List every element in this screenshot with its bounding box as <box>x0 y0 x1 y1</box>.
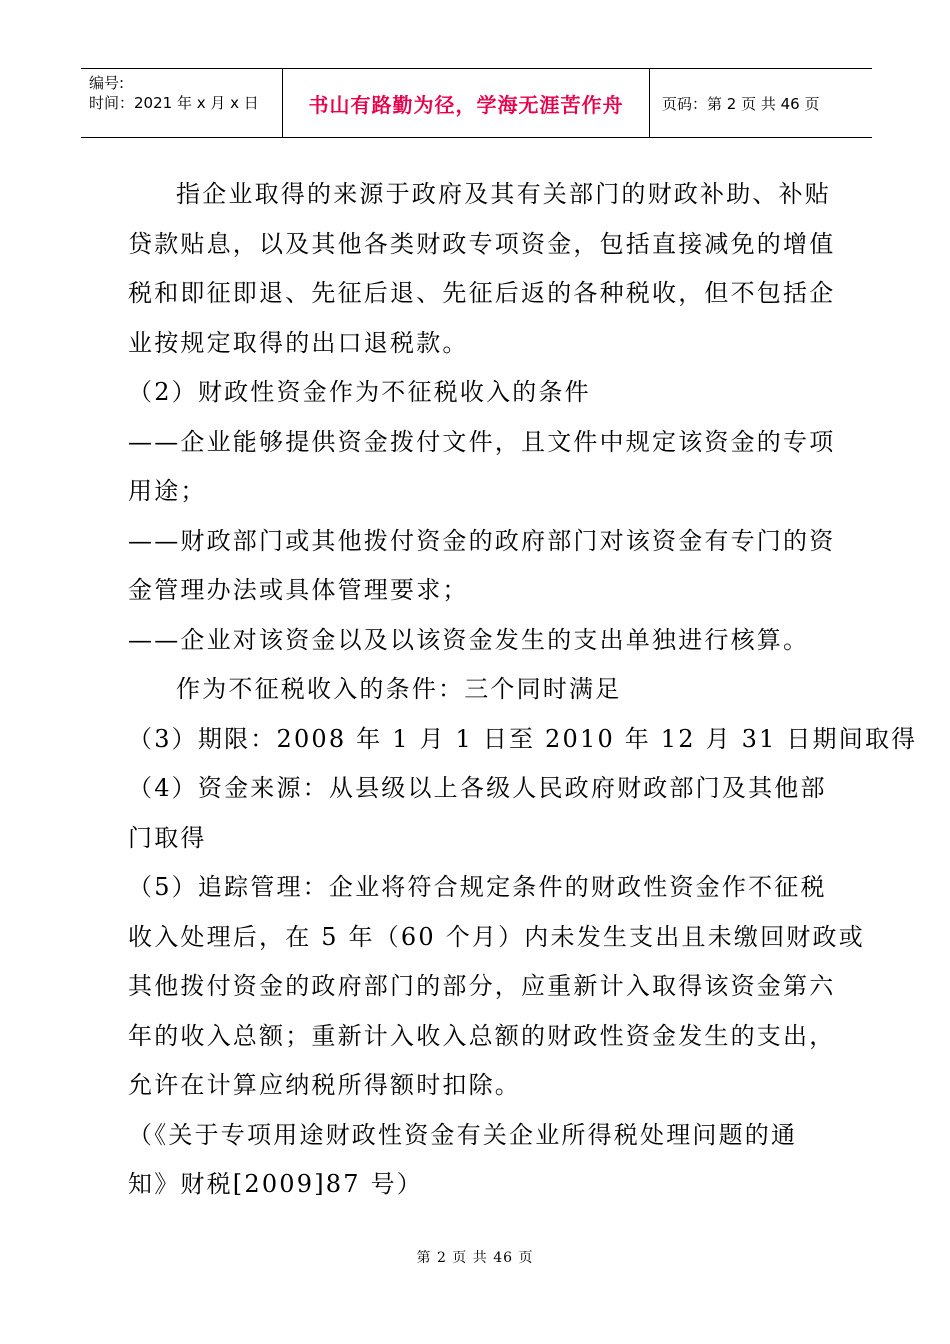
body-line: 贷款贴息，以及其他各类财政专项资金，包括直接减免的增值 <box>128 229 836 258</box>
body-line: 知》财税[2009]87 号） <box>128 1170 423 1198</box>
body-line: （4）资金来源：从县级以上各级人民政府财政部门及其他部 <box>128 774 827 802</box>
body-line: （3）期限：2008 年 1 月 1 日至 2010 年 12 月 31 日期间取得 <box>128 724 918 753</box>
body-line: ——财政部门或其他拨付资金的政府部门对该资金有专门的资 <box>128 526 836 555</box>
body-line: 允许在计算应纳税所得额时扣除。 <box>128 1071 521 1099</box>
motto-text: 书山有路勤为径，学海无涯苦作舟 <box>308 92 624 117</box>
body-line: 指企业取得的来源于政府及其有关部门的财政补助、补贴 <box>176 180 831 208</box>
header-meta-cell <box>81 69 283 137</box>
footer-page-number: 第 2 页 共 46 页 <box>416 1250 534 1266</box>
body-line: 其他拨付资金的政府部门的部分，应重新计入取得该资金第六 <box>128 972 836 1000</box>
header-motto-cell <box>283 69 650 137</box>
body-line: ——企业对该资金以及以该资金发生的支出单独进行核算。 <box>128 625 810 654</box>
body-line: 金管理办法或具体管理要求； <box>128 576 469 604</box>
number-label: 编号: <box>89 74 125 92</box>
body-line: 税和即征即退、先征后退、先征后返的各种税收，但不包括企 <box>128 279 836 307</box>
body-line: 业按规定取得的出口退税款。 <box>128 328 469 357</box>
body-line: 用途； <box>128 477 207 505</box>
body-line: （《关于专项用途财政性资金有关企业所得税处理问题的通 <box>128 1120 798 1149</box>
body-line: （2）财政性资金作为不征税收入的条件 <box>128 378 591 406</box>
page-info: 页码：第 2 页 共 46 页 <box>662 94 820 113</box>
time-label: 时间：2021 年 x 月 x 日 <box>89 94 259 112</box>
body-line: 门取得 <box>128 823 207 852</box>
document-body <box>128 170 918 1210</box>
body-line: ——企业能够提供资金拨付文件，且文件中规定该资金的专项 <box>128 427 836 456</box>
header-page-cell <box>650 69 872 137</box>
body-line: 收入处理后，在 5 年（60 个月）内未发生支出且未缴回财政或 <box>128 922 865 951</box>
body-line: （5）追踪管理：企业将符合规定条件的财政性资金作不征税 <box>128 873 827 901</box>
body-line: 年的收入总额；重新计入收入总额的财政性资金发生的支出， <box>128 1021 836 1050</box>
body-line: 作为不征税收入的条件：三个同时满足 <box>176 675 622 703</box>
header-table <box>81 68 872 138</box>
page-footer <box>0 1247 950 1267</box>
